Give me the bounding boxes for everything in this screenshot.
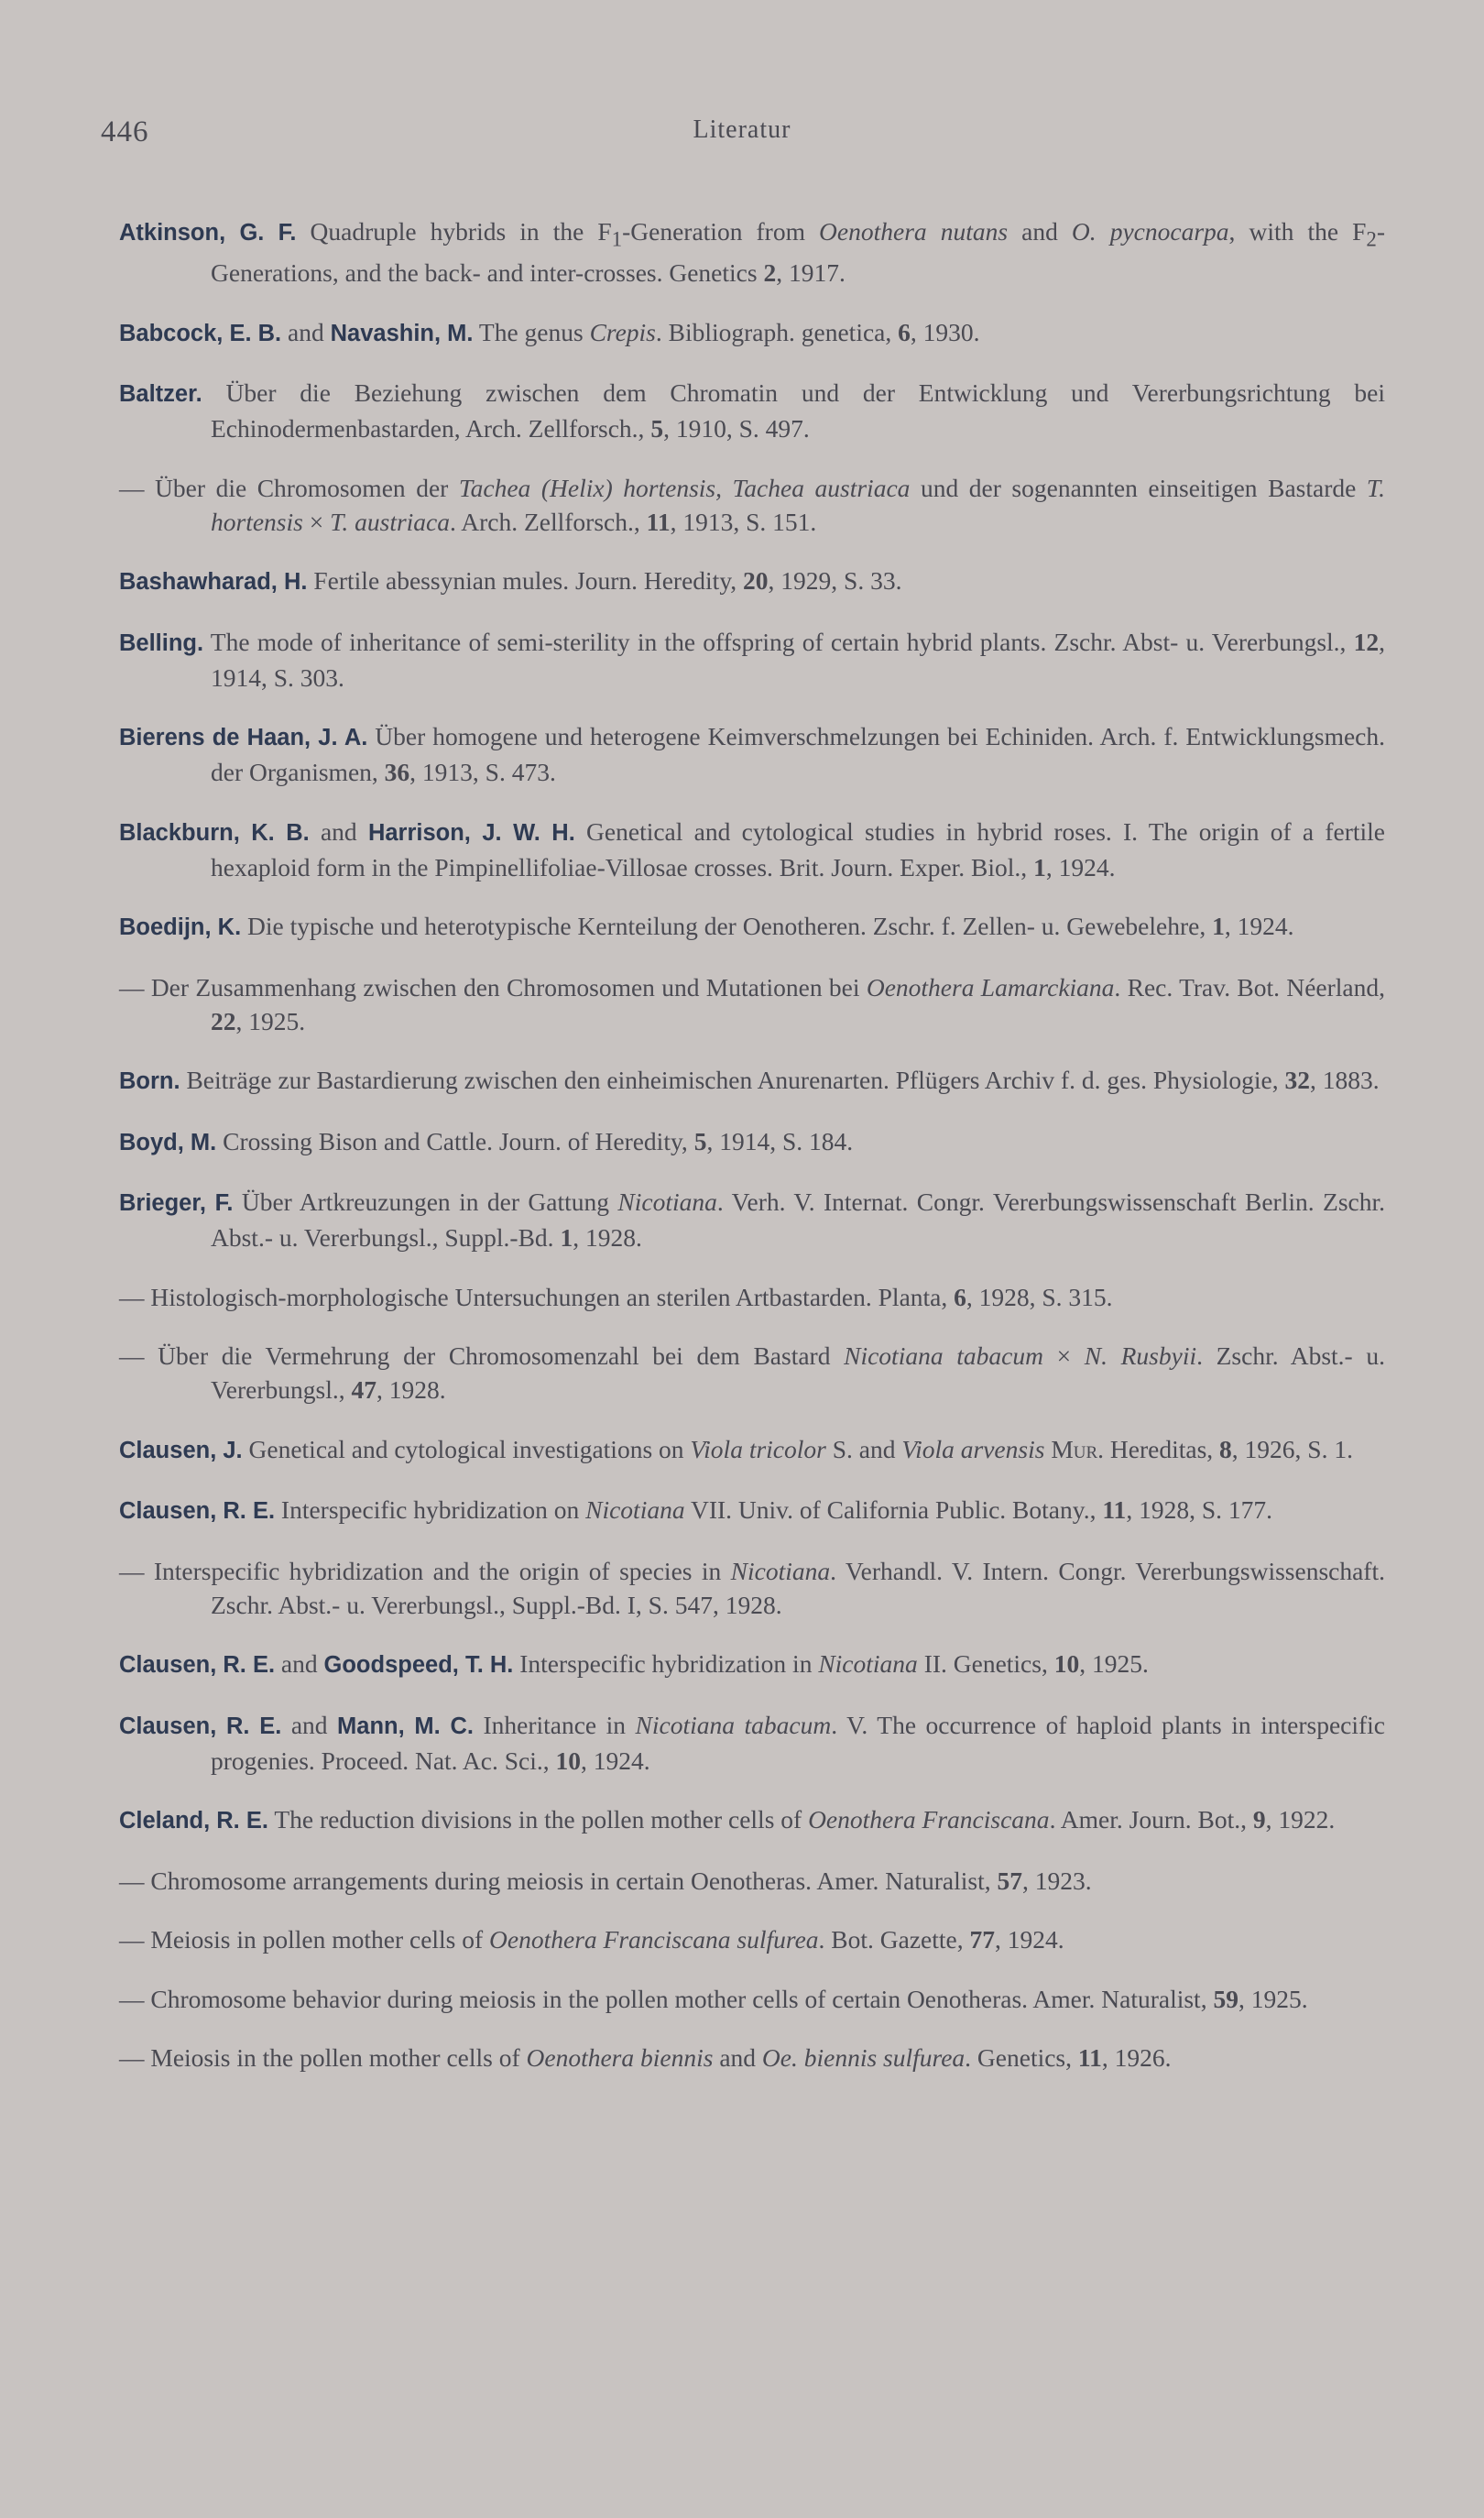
text-run: , 1926. bbox=[1101, 2043, 1172, 2072]
text-run: . Amer. Journ. Bot., bbox=[1049, 1805, 1253, 1834]
text-run: Über Artkreuzungen in der Gattung bbox=[233, 1188, 618, 1216]
text-run: Über die Beziehung zwischen dem Chromatin und der Entwicklung und Vererbungsrichtung bei Echinodermenbastarden, Arch. Zellforsch., bbox=[202, 378, 1385, 443]
italic-text: N. Rusbyii bbox=[1084, 1341, 1197, 1370]
reference-entry bbox=[101, 970, 1385, 1038]
subscript: 1 bbox=[611, 227, 623, 250]
text-run: Interspecific hybridization on bbox=[275, 1495, 586, 1524]
small-caps-text: Mur bbox=[1051, 1434, 1098, 1463]
reference-entry bbox=[101, 376, 1385, 445]
text-run: Fertile abessynian mules. Journ. Heredity, bbox=[307, 566, 744, 595]
author-name: Clausen, R. E. bbox=[119, 1652, 276, 1678]
text-run: . V. The occurrence of haploid plants in interspecific progenies. Proceed. Nat. Ac. Sci., bbox=[211, 1710, 1386, 1775]
text-run: , 1929, S. 33. bbox=[768, 566, 902, 595]
author-name: Born. bbox=[119, 1068, 180, 1094]
volume-number: 12 bbox=[1353, 627, 1380, 656]
volume-number: 11 bbox=[1102, 1495, 1127, 1524]
text-run: . Bibliograph. genetica, bbox=[655, 317, 899, 346]
author-name: Bierens de Haan, J. A. bbox=[119, 725, 368, 750]
author-name: Blackburn, K. B. bbox=[119, 819, 310, 846]
italic-text: Nicotiana tabacum bbox=[844, 1341, 1043, 1370]
text-run: , 1924. bbox=[1045, 852, 1116, 881]
volume-number: 1 bbox=[1033, 852, 1046, 881]
volume-number: 6 bbox=[954, 1282, 966, 1311]
italic-text: Crepis bbox=[589, 317, 656, 346]
text-run: . Bot. Gazette, bbox=[818, 1925, 970, 1954]
text-run: . Verhandl. V. Intern. Congr. Vererbungswissenschaft. Zschr. Abst.- u. Vererbungsl., Suppl.-Bd. I, S. 547, 1928. bbox=[211, 1556, 1385, 1619]
italic-text: Oenothera Franciscana bbox=[808, 1805, 1050, 1834]
reference-entry bbox=[101, 625, 1385, 695]
text-run: , with the F bbox=[1228, 216, 1367, 246]
volume-number: 9 bbox=[1252, 1805, 1266, 1834]
reference-list bbox=[101, 189, 1385, 2084]
text-run: — Über die Chromosomen der bbox=[119, 473, 459, 502]
text-run: The genus bbox=[473, 317, 590, 346]
text-run: VII. Univ. of California Public. Botany., bbox=[684, 1495, 1103, 1524]
text-run: . Hereditas, bbox=[1097, 1434, 1220, 1463]
text-run: Beiträge zur Bastardierung zwischen den einheimischen Anurenarten. Pflügers Archiv f. d. ges. Physiologie, bbox=[180, 1066, 1285, 1094]
text-run: , 1922. bbox=[1265, 1805, 1336, 1834]
text-run: , 1926, S. 1. bbox=[1231, 1434, 1353, 1463]
text-run: Crossing Bison and Cattle. Journ. of Heredity, bbox=[216, 1126, 694, 1155]
text-run: The mode of inheritance of semi-sterility in the offspring of certain hybrid plants. Zschr. Abst- u. Vererbungsl., bbox=[203, 627, 1354, 656]
text-run: , 1910, S. 497. bbox=[663, 414, 810, 443]
text-run: und der sogenannten einseitigen Bastarde bbox=[910, 473, 1367, 502]
running-title: Literatur bbox=[693, 115, 791, 144]
text-run: , 1917. bbox=[776, 258, 846, 287]
text-run: , 1913, S. 151. bbox=[670, 507, 817, 536]
text-run: and bbox=[281, 317, 331, 346]
text-run: — Meiosis in pollen mother cells of bbox=[119, 1925, 490, 1954]
author-name: Clausen, R. E. bbox=[119, 1713, 282, 1739]
text-run: . Rec. Trav. Bot. Néerland, bbox=[1114, 972, 1385, 1002]
text-run: , 1923. bbox=[1021, 1866, 1092, 1895]
text-run: Inheritance in bbox=[473, 1710, 636, 1739]
reference-entry bbox=[101, 315, 1385, 351]
text-run: , 1925. bbox=[1238, 1984, 1308, 2013]
text-run: The reduction divisions in the pollen mother cells of bbox=[267, 1805, 809, 1834]
text-run: -Generations, and the back- and inter-crosses. Genetics bbox=[211, 216, 1386, 287]
text-run: , 1930. bbox=[910, 317, 980, 346]
reference-entry bbox=[101, 1339, 1385, 1407]
text-run: and bbox=[281, 1710, 338, 1739]
italic-text: Oenothera biennis bbox=[526, 2043, 714, 2072]
text-run: , 1924. bbox=[995, 1925, 1064, 1954]
reference-entry bbox=[101, 815, 1385, 884]
text-run: × bbox=[1042, 1341, 1085, 1370]
text-run: and bbox=[1008, 216, 1072, 246]
author-name: Bashawharad, H. bbox=[119, 569, 308, 595]
text-run: , 1928. bbox=[376, 1375, 446, 1404]
volume-number: 11 bbox=[646, 507, 671, 536]
text-run: . Verh. V. Internat. Congr. Vererbungswissenschaft Berlin. Zschr. Abst.- u. Vererbungsl., Suppl.-Bd. bbox=[211, 1188, 1385, 1252]
volume-number: 22 bbox=[211, 1006, 236, 1035]
volume-number: 10 bbox=[1053, 1649, 1080, 1678]
author-name: Brieger, F. bbox=[119, 1190, 234, 1216]
reference-entry bbox=[101, 1124, 1385, 1160]
volume-number: 77 bbox=[969, 1925, 995, 1954]
italic-text: Oenothera Lamarckiana bbox=[866, 972, 1115, 1002]
text-run: Über homogene und heterogene Keimverschmelzungen bei Echiniden. Arch. f. Entwicklungsmech. der Organismen, bbox=[211, 722, 1386, 786]
text-run: , 1914, S. 303. bbox=[211, 627, 1385, 692]
text-run: II. Genetics, bbox=[917, 1649, 1054, 1678]
reference-entry bbox=[101, 1922, 1385, 1956]
text-run: , 1928, S. 177. bbox=[1126, 1495, 1272, 1524]
text-run: Die typische und heterotypische Kernteilung der Oenotheren. Zschr. f. Zellen- u. Gewebelehre, bbox=[241, 912, 1213, 940]
volume-number: 8 bbox=[1219, 1434, 1232, 1463]
volume-number: 2 bbox=[763, 258, 777, 287]
reference-entry bbox=[101, 214, 1385, 290]
author-name: Clausen, R. E. bbox=[119, 1498, 276, 1524]
author-name: Mann, M. C. bbox=[337, 1713, 474, 1739]
text-run: , 1924. bbox=[1224, 912, 1294, 940]
text-run: , 1913, S. 473. bbox=[409, 758, 556, 786]
text-run: Interspecific hybridization in bbox=[513, 1649, 819, 1678]
author-name: Cleland, R. E. bbox=[119, 1808, 268, 1834]
text-run: — Über die Vermehrung der Chromosomenzahl bei dem Bastard bbox=[119, 1341, 845, 1370]
author-name: Boedijn, K. bbox=[119, 914, 242, 940]
text-run: Quadruple hybrids in the F bbox=[296, 216, 612, 246]
author-name: Boyd, M. bbox=[119, 1129, 217, 1155]
author-name: Belling. bbox=[119, 630, 204, 656]
reference-entry bbox=[101, 564, 1385, 599]
volume-number: 1 bbox=[560, 1223, 573, 1252]
volume-number: 10 bbox=[555, 1746, 582, 1775]
text-run: and bbox=[713, 2043, 762, 2072]
reference-entry bbox=[101, 719, 1385, 789]
text-run: — Chromosome arrangements during meiosis in certain Oenotheras. Amer. Naturalist, bbox=[119, 1866, 998, 1895]
italic-text: T. hortensis bbox=[211, 473, 1385, 536]
reference-entry bbox=[101, 1063, 1385, 1099]
page-number: 446 bbox=[101, 115, 149, 148]
volume-number: 5 bbox=[693, 1126, 707, 1155]
reference-entry bbox=[101, 2041, 1385, 2075]
italic-text: T. austriaca bbox=[330, 507, 451, 536]
italic-text: Nicotiana tabacum bbox=[635, 1710, 832, 1739]
reference-entry bbox=[101, 909, 1385, 945]
text-run: — Der Zusammenhang zwischen den Chromosomen und Mutationen bei bbox=[119, 972, 867, 1002]
text-run: S. and bbox=[825, 1434, 902, 1463]
reference-entry bbox=[101, 1185, 1385, 1254]
volume-number: 1 bbox=[1212, 912, 1225, 940]
volume-number: 36 bbox=[384, 758, 410, 786]
reference-entry bbox=[101, 471, 1385, 539]
author-name: Navashin, M. bbox=[330, 320, 474, 346]
italic-text: Nicotiana bbox=[730, 1556, 831, 1585]
author-name: Babcock, E. B. bbox=[119, 320, 282, 346]
volume-number: 47 bbox=[351, 1375, 377, 1404]
text-run: — Interspecific hybridization and the origin of species in bbox=[119, 1556, 731, 1585]
volume-number: 6 bbox=[898, 317, 911, 346]
text-run: . Arch. Zellforsch., bbox=[450, 507, 647, 536]
text-run: , 1883. bbox=[1309, 1066, 1380, 1094]
text-run: × bbox=[302, 507, 331, 536]
reference-entry bbox=[101, 1554, 1385, 1622]
author-name: Harrison, J. W. H. bbox=[367, 819, 575, 846]
text-run: . Zschr. Abst.- u. Vererbungsl., bbox=[211, 1341, 1385, 1404]
italic-text: Oenothera nutans bbox=[819, 216, 1009, 246]
reference-entry bbox=[101, 1864, 1385, 1898]
italic-text: Viola arvensis bbox=[901, 1434, 1045, 1463]
text-run: and bbox=[309, 816, 368, 846]
reference-entry bbox=[101, 1647, 1385, 1682]
reference-entry bbox=[101, 1280, 1385, 1314]
italic-text: Tachea (Helix) hortensis, Tachea austriaca bbox=[458, 473, 911, 502]
volume-number: 32 bbox=[1284, 1066, 1310, 1094]
volume-number: 20 bbox=[743, 566, 769, 595]
text-run: — Histologisch-morphologische Untersuchungen an sterilen Artbastarden. Planta, bbox=[119, 1282, 955, 1311]
volume-number: 57 bbox=[997, 1866, 1022, 1895]
text-run: . Genetics, bbox=[965, 2043, 1078, 2072]
text-run: , 1925. bbox=[235, 1006, 306, 1035]
italic-text: O. pycnocarpa bbox=[1071, 216, 1229, 246]
italic-text: Oe. biennis sulfurea bbox=[761, 2043, 966, 2072]
subscript: 2 bbox=[1366, 227, 1377, 250]
text-run: , 1928. bbox=[573, 1223, 642, 1252]
text-run: Genetical and cytological investigations on bbox=[242, 1434, 691, 1463]
text-run: -Generation from bbox=[622, 216, 820, 246]
author-name: Atkinson, G. F. bbox=[119, 219, 297, 246]
text-run: , 1928, S. 315. bbox=[966, 1282, 1113, 1311]
reference-entry bbox=[101, 1432, 1385, 1468]
reference-entry bbox=[101, 1802, 1385, 1838]
italic-text: Nicotiana bbox=[818, 1649, 918, 1678]
volume-number: 11 bbox=[1077, 2043, 1102, 2072]
author-name: Goodspeed, T. H. bbox=[323, 1652, 514, 1678]
text-run: , 1924. bbox=[581, 1746, 650, 1775]
text-run: Genetical and cytological studies in hybrid roses. I. The origin of a fertile hexaploid form in the Pimpinellifoliae-Villosae crosses. Brit. Journ. Exper. Biol., bbox=[211, 816, 1386, 881]
italic-text: Oenothera Franciscana sulfurea bbox=[489, 1925, 819, 1954]
volume-number: 5 bbox=[650, 414, 664, 443]
volume-number: 59 bbox=[1213, 1984, 1238, 2013]
italic-text: Viola tricolor bbox=[690, 1434, 826, 1463]
italic-text: Nicotiana bbox=[585, 1495, 685, 1524]
text-run: , 1925. bbox=[1079, 1649, 1149, 1678]
reference-entry bbox=[101, 1982, 1385, 2016]
text-run: — Chromosome behavior during meiosis in the pollen mother cells of certain Oenotheras. Amer. Naturalist, bbox=[119, 1984, 1214, 2013]
reference-entry bbox=[101, 1708, 1385, 1778]
reference-entry bbox=[101, 1493, 1385, 1528]
page-header bbox=[101, 115, 1383, 152]
italic-text: Nicotiana bbox=[617, 1188, 717, 1216]
text-run: — Meiosis in the pollen mother cells of bbox=[119, 2043, 527, 2072]
text-run: and bbox=[275, 1649, 324, 1678]
text-run: , 1914, S. 184. bbox=[706, 1126, 854, 1155]
author-name: Clausen, J. bbox=[119, 1437, 243, 1463]
author-name: Baltzer. bbox=[119, 381, 202, 407]
